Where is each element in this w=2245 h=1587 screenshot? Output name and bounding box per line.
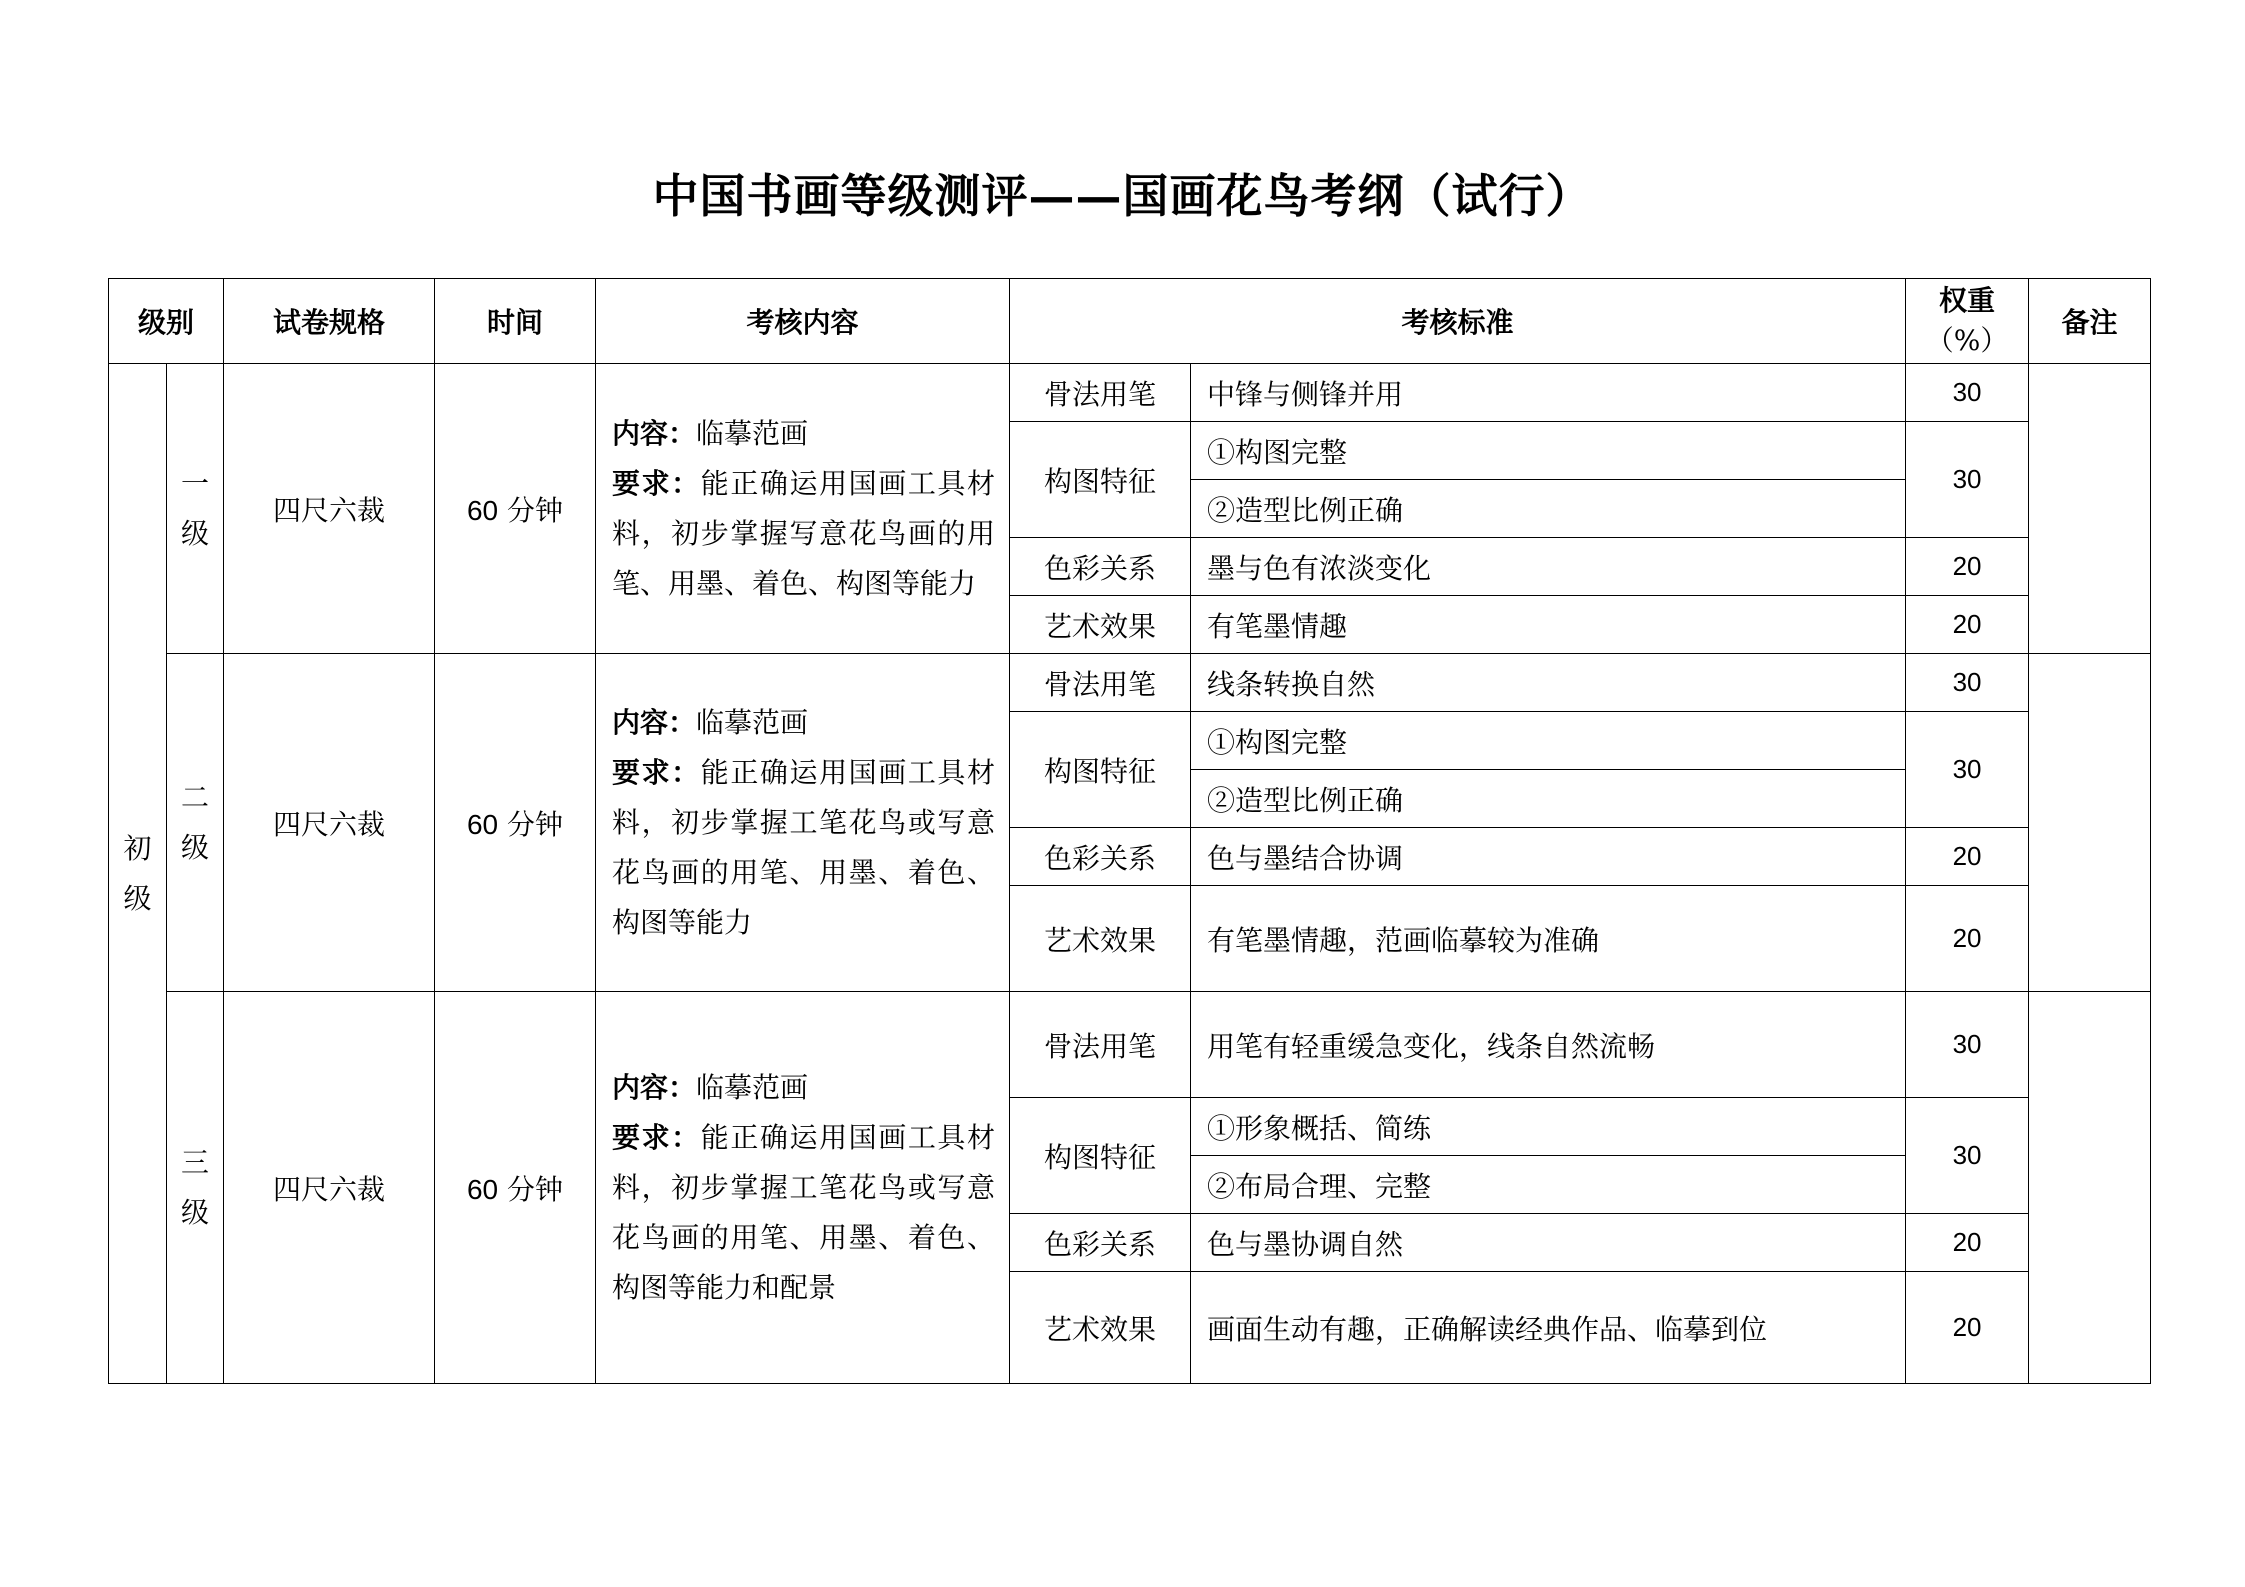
criteria-weight: 20 bbox=[1906, 828, 2029, 886]
remark-cell bbox=[2029, 364, 2151, 654]
content-label: 内容： bbox=[612, 1070, 697, 1104]
criteria-standard: ②布局合理、完整 bbox=[1191, 1156, 1906, 1214]
level-name-cell bbox=[167, 654, 224, 992]
criteria-name: 骨法用笔 bbox=[1010, 364, 1191, 422]
header-weight-unit: （%） bbox=[1925, 324, 2009, 357]
requirement-text: 能正确运用国画工具材料，初步掌握工笔花鸟或写意花鸟画的用笔、用墨、着色、构图等能力和配景 bbox=[612, 1120, 996, 1304]
spec-cell: 四尺六裁 bbox=[224, 992, 435, 1384]
criteria-name: 艺术效果 bbox=[1010, 886, 1191, 992]
time-cell bbox=[435, 654, 596, 992]
time-value: 60 bbox=[466, 494, 499, 526]
criteria-standard: ②造型比例正确 bbox=[1191, 770, 1906, 828]
criteria-weight: 30 bbox=[1906, 1098, 2029, 1214]
time-unit: 分钟 bbox=[507, 1172, 564, 1206]
header-content: 考核内容 bbox=[596, 279, 1010, 364]
content-cell bbox=[596, 654, 1010, 992]
content-text: 临摹范画 bbox=[696, 1070, 809, 1104]
criteria-weight: 30 bbox=[1906, 422, 2029, 538]
criteria-standard: 色与墨结合协调 bbox=[1191, 828, 1906, 886]
header-level: 级别 bbox=[109, 279, 224, 364]
remark-cell bbox=[2029, 654, 2151, 992]
header-time: 时间 bbox=[435, 279, 596, 364]
criteria-weight: 30 bbox=[1906, 992, 2029, 1098]
header-spec: 试卷规格 bbox=[224, 279, 435, 364]
header-remark: 备注 bbox=[2029, 279, 2151, 364]
criteria-weight: 20 bbox=[1906, 1214, 2029, 1272]
time-value: 60 bbox=[466, 808, 499, 840]
header-row bbox=[109, 279, 2151, 364]
level-name: 一级 bbox=[180, 466, 209, 550]
spec-cell: 四尺六裁 bbox=[224, 654, 435, 992]
header-weight-label: 权重 bbox=[1939, 284, 1996, 317]
content-cell bbox=[596, 364, 1010, 654]
criteria-name: 艺术效果 bbox=[1010, 1272, 1191, 1384]
level-name: 三级 bbox=[180, 1145, 209, 1229]
criteria-standard: ①形象概括、简练 bbox=[1191, 1098, 1906, 1156]
content-text: 临摹范画 bbox=[696, 705, 809, 739]
requirement-label: 要求： bbox=[612, 466, 701, 500]
time-value: 60 bbox=[466, 1173, 499, 1205]
time-unit: 分钟 bbox=[507, 807, 564, 841]
exam-syllabus-table bbox=[108, 278, 2151, 1384]
criteria-standard: ①构图完整 bbox=[1191, 422, 1906, 480]
criteria-standard: 有笔墨情趣 bbox=[1191, 596, 1906, 654]
requirement-text: 能正确运用国画工具材料，初步掌握写意花鸟画的用笔、用墨、着色、构图等能力 bbox=[612, 466, 996, 600]
remark-cell bbox=[2029, 992, 2151, 1384]
header-standard: 考核标准 bbox=[1010, 279, 1906, 364]
criteria-name: 骨法用笔 bbox=[1010, 654, 1191, 712]
criteria-name: 色彩关系 bbox=[1010, 1214, 1191, 1272]
criteria-standard: 线条转换自然 bbox=[1191, 654, 1906, 712]
major-level-cell bbox=[109, 364, 167, 1384]
level-name: 二级 bbox=[180, 780, 209, 864]
time-cell bbox=[435, 992, 596, 1384]
criteria-weight: 20 bbox=[1906, 538, 2029, 596]
criteria-name: 构图特征 bbox=[1010, 712, 1191, 828]
major-level-label: 初级 bbox=[123, 831, 152, 915]
level-name-cell bbox=[167, 364, 224, 654]
criteria-standard: 墨与色有浓淡变化 bbox=[1191, 538, 1906, 596]
level-name-cell bbox=[167, 992, 224, 1384]
criteria-standard: 中锋与侧锋并用 bbox=[1191, 364, 1906, 422]
criteria-weight: 20 bbox=[1906, 1272, 2029, 1384]
criteria-weight: 20 bbox=[1906, 886, 2029, 992]
requirement-text: 能正确运用国画工具材料，初步掌握工笔花鸟或写意花鸟画的用笔、用墨、着色、构图等能力 bbox=[612, 755, 996, 939]
content-label: 内容： bbox=[612, 416, 697, 450]
content-label: 内容： bbox=[612, 705, 697, 739]
criteria-name: 艺术效果 bbox=[1010, 596, 1191, 654]
criteria-name: 色彩关系 bbox=[1010, 828, 1191, 886]
table-row bbox=[109, 992, 2151, 1098]
content-text: 临摹范画 bbox=[696, 416, 809, 450]
criteria-standard: 画面生动有趣，正确解读经典作品、临摹到位 bbox=[1191, 1272, 1906, 1384]
criteria-standard: ①构图完整 bbox=[1191, 712, 1906, 770]
criteria-standard: 有笔墨情趣，范画临摹较为准确 bbox=[1191, 886, 1906, 992]
criteria-standard: 色与墨协调自然 bbox=[1191, 1214, 1906, 1272]
criteria-name: 骨法用笔 bbox=[1010, 992, 1191, 1098]
table-row bbox=[109, 654, 2151, 712]
criteria-weight: 30 bbox=[1906, 654, 2029, 712]
spec-cell: 四尺六裁 bbox=[224, 364, 435, 654]
header-weight bbox=[1906, 279, 2029, 364]
time-unit: 分钟 bbox=[507, 493, 564, 527]
criteria-weight: 30 bbox=[1906, 712, 2029, 828]
requirement-label: 要求： bbox=[612, 755, 701, 789]
criteria-standard: 用笔有轻重缓急变化，线条自然流畅 bbox=[1191, 992, 1906, 1098]
criteria-name: 构图特征 bbox=[1010, 1098, 1191, 1214]
criteria-standard: ②造型比例正确 bbox=[1191, 480, 1906, 538]
time-cell bbox=[435, 364, 596, 654]
page-title: 中国书画等级测评——国画花鸟考纲（试行） bbox=[652, 169, 1593, 223]
table-row bbox=[109, 364, 2151, 422]
criteria-weight: 30 bbox=[1906, 364, 2029, 422]
requirement-label: 要求： bbox=[612, 1120, 701, 1154]
criteria-name: 色彩关系 bbox=[1010, 538, 1191, 596]
criteria-name: 构图特征 bbox=[1010, 422, 1191, 538]
criteria-weight: 20 bbox=[1906, 596, 2029, 654]
content-cell bbox=[596, 992, 1010, 1384]
